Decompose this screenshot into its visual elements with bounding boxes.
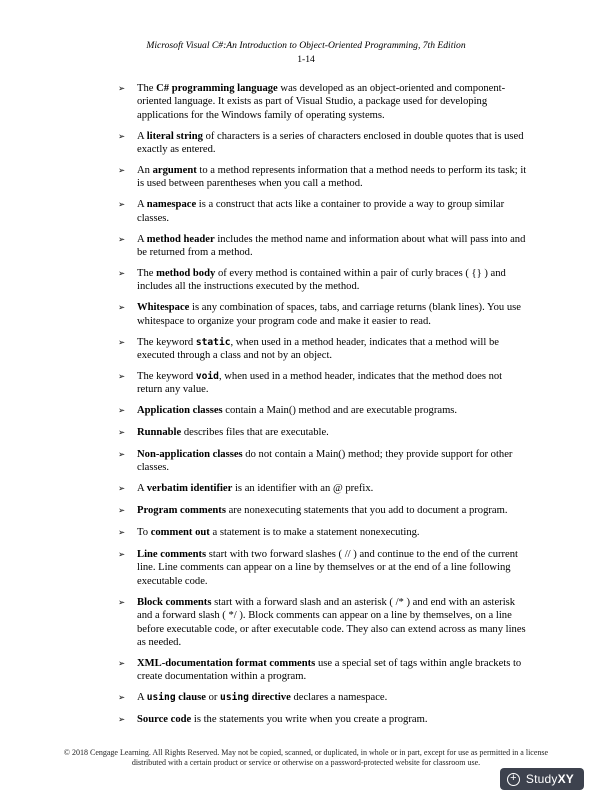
body-text: or xyxy=(205,692,221,704)
arrow-bullet-icon: ➢ xyxy=(118,550,126,561)
list-item-text xyxy=(137,448,528,475)
list-item xyxy=(118,233,528,260)
key-term: namespace xyxy=(146,199,197,211)
body-text: A xyxy=(137,692,147,704)
body-text: is an identifier with an @ prefix. xyxy=(232,483,374,495)
key-term: comment out xyxy=(150,527,210,539)
bullet-list xyxy=(118,82,528,728)
list-item xyxy=(118,130,528,157)
arrow-bullet-icon: ➢ xyxy=(118,131,126,142)
list-item-text xyxy=(137,482,528,496)
key-term: Runnable xyxy=(137,427,182,439)
arrow-bullet-icon: ➢ xyxy=(118,84,126,94)
arrow-bullet-icon: ➢ xyxy=(118,715,126,726)
list-item xyxy=(118,164,528,191)
document-title: Microsoft Visual C#:An Introduction to Object-Oriented Programming, 7th Edition xyxy=(146,40,466,51)
key-term: Block comments xyxy=(137,596,212,608)
page-number: 1-14 xyxy=(297,54,315,65)
list-item-text xyxy=(137,426,528,440)
body-text: of characters is a series of characters enclosed in double quotes that is used exactly as entered. xyxy=(137,130,524,156)
body-text: is any combination of spaces, tabs, and carriage returns (blank lines). You use whitespace to organize your program code and make it easier to read. xyxy=(137,302,521,327)
key-term: method body xyxy=(156,267,216,279)
body-text: was developed as an object-oriented and component-oriented language. It exists as part of Visual Studio, a package used for developing applications for the Windows family of operating systems. xyxy=(137,83,506,121)
body-text: declares a namespace. xyxy=(290,692,388,704)
body-text: The xyxy=(137,83,157,94)
body-text: is a construct that acts like a container to provide a way to group similar classes. xyxy=(137,199,505,224)
list-item-text xyxy=(137,691,528,705)
arrow-bullet-icon: ➢ xyxy=(118,166,126,177)
list-item xyxy=(118,548,528,588)
list-item-text xyxy=(137,233,528,260)
list-item-text xyxy=(137,713,528,727)
list-item xyxy=(118,713,528,727)
key-term: XML-documentation format comments xyxy=(137,657,316,669)
list-item-text xyxy=(137,526,528,540)
key-term: Non-application classes xyxy=(137,449,243,461)
arrow-bullet-icon: ➢ xyxy=(118,597,126,608)
list-item-text xyxy=(137,657,528,684)
key-term: method header xyxy=(146,233,215,245)
footer-copyright: © 2018 Cengage Learning. All Rights Reserved. May not be copied, scanned, or duplicated, in whole or in part, except for use as permitted in a license distributed with a certain product or service or otherwise on a password-protected website for classroom use. xyxy=(63,748,549,767)
list-item-text xyxy=(137,130,528,157)
body-text: includes the method name and information about what will pass into and be returned from a method. xyxy=(137,233,526,259)
body-text: The xyxy=(137,267,157,279)
list-item xyxy=(118,198,528,225)
list-item xyxy=(118,82,528,122)
list-item xyxy=(118,404,528,418)
key-term: Whitespace xyxy=(137,302,190,314)
arrow-bullet-icon: ➢ xyxy=(118,428,126,439)
body-text: The keyword xyxy=(137,370,196,382)
body-text: start with a forward slash and an asterisk ( /* ) and end with an asterisk and a forward slash ( */ ). Block comments can appear on a line by themselves, on a line before executable code, or after executable code. They also can extend across as many lines as needed. xyxy=(137,596,526,648)
key-term: Program comments xyxy=(137,505,226,517)
key-term: Line comments xyxy=(137,549,207,561)
code-keyword: void xyxy=(195,370,219,382)
list-item xyxy=(118,691,528,705)
list-item-text xyxy=(137,164,528,191)
key-term: Source code xyxy=(137,714,192,726)
list-item xyxy=(118,336,528,363)
list-item-text xyxy=(137,82,528,122)
arrow-bullet-icon: ➢ xyxy=(118,658,126,669)
key-term: literal string xyxy=(146,130,203,142)
list-item xyxy=(118,504,528,518)
document-header xyxy=(0,0,612,66)
list-item xyxy=(118,526,528,540)
list-item-text xyxy=(137,370,528,397)
list-item-text xyxy=(137,336,528,363)
arrow-bullet-icon: ➢ xyxy=(118,337,126,348)
body-text: use a special set of tags within angle brackets to create documentation within a program. xyxy=(137,657,522,683)
body-text: To xyxy=(137,527,151,539)
studyxy-label-xy: XY xyxy=(557,772,574,786)
list-item-text xyxy=(137,548,528,588)
key-term: clause xyxy=(175,692,206,704)
key-term: argument xyxy=(152,165,197,177)
list-item xyxy=(118,301,528,328)
body-text: of every method is contained within a pair of curly braces ( {} ) and includes all the instructions executed by the method. xyxy=(137,267,506,293)
list-item-text xyxy=(137,198,528,225)
code-keyword: using xyxy=(146,692,176,704)
studyxy-badge[interactable] xyxy=(500,768,584,790)
body-text: to a method represents information that a method needs to perform its task; it is used between parentheses when you call a method. xyxy=(137,165,527,190)
body-text: do not contain a Main() method; they provide support for other classes. xyxy=(137,449,513,474)
arrow-bullet-icon: ➢ xyxy=(118,528,126,539)
list-item xyxy=(118,482,528,496)
arrow-bullet-icon: ➢ xyxy=(118,506,126,517)
body-text: A xyxy=(137,233,147,245)
arrow-bullet-icon: ➢ xyxy=(118,303,126,314)
plus-circle-icon: + xyxy=(507,773,520,786)
body-text: A xyxy=(137,130,147,142)
arrow-bullet-icon: ➢ xyxy=(118,406,126,417)
body-text: The keyword xyxy=(137,336,196,348)
studyxy-label xyxy=(526,772,574,786)
list-item-text xyxy=(137,267,528,294)
arrow-bullet-icon: ➢ xyxy=(118,268,126,279)
list-item xyxy=(118,657,528,684)
body-text: start with two forward slashes ( // ) and continue to the end of the current line. Line comments can appear on a line by themselves or at the end of a line following executable code. xyxy=(137,549,518,587)
body-text: An xyxy=(137,165,153,177)
body-text: , when used in a method header, indicates that a method will be executed through a class and not by an object. xyxy=(137,336,499,361)
body-text: contain a Main() method and are executable programs. xyxy=(222,405,458,417)
body-text: , when used in a method header, indicates that the method does not return any value. xyxy=(137,370,503,396)
body-text: A xyxy=(137,483,147,495)
key-term: C# programming language xyxy=(156,83,278,94)
body-text: is the statements you write when you create a program. xyxy=(191,714,428,726)
list-item xyxy=(118,596,528,650)
code-keyword: using xyxy=(220,692,249,704)
body-text: describes files that are executable. xyxy=(181,427,329,439)
list-item xyxy=(118,370,528,397)
arrow-bullet-icon: ➢ xyxy=(118,450,126,461)
list-item-text xyxy=(137,504,528,518)
body-text: are nonexecuting statements that you add to document a program. xyxy=(225,505,508,517)
arrow-bullet-icon: ➢ xyxy=(118,200,126,211)
list-item-text xyxy=(137,404,528,418)
key-term: Application classes xyxy=(137,405,223,417)
list-item-text xyxy=(137,596,528,650)
key-term: directive xyxy=(248,692,291,704)
code-keyword: static xyxy=(195,336,231,348)
list-item-text xyxy=(137,301,528,328)
list-item xyxy=(118,426,528,440)
list-item xyxy=(118,448,528,475)
arrow-bullet-icon: ➢ xyxy=(118,234,126,245)
list-item xyxy=(118,267,528,294)
key-term: verbatim identifier xyxy=(146,483,233,495)
arrow-bullet-icon: ➢ xyxy=(118,371,126,382)
arrow-bullet-icon: ➢ xyxy=(118,484,126,495)
arrow-bullet-icon: ➢ xyxy=(118,693,126,704)
studyxy-label-study: Study xyxy=(525,772,558,786)
body-text: A xyxy=(137,199,147,211)
body-text: a statement is to make a statement nonexecuting. xyxy=(209,527,420,539)
